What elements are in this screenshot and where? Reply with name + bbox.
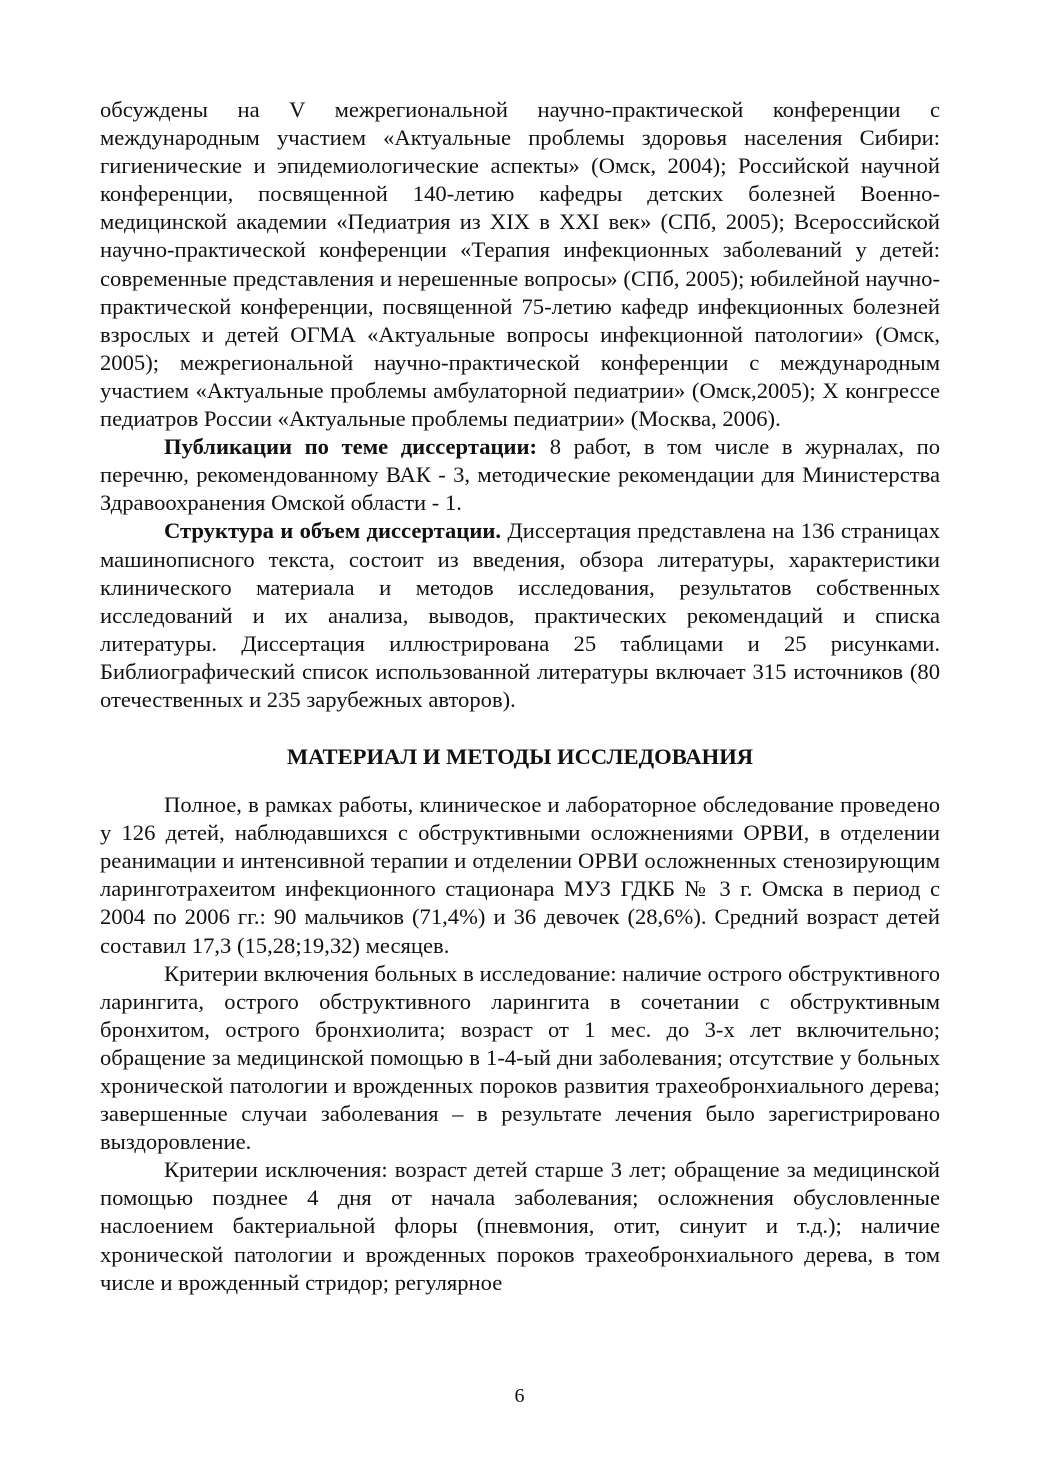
paragraph-structure <box>100 517 940 714</box>
section-heading: МАТЕРИАЛ И МЕТОДЫ ИССЛЕДОВАНИЯ <box>286 744 754 770</box>
paragraph-inclusion-criteria: Критерии включения больных в исследование: наличие острого обструктивного ларингита, острого обструктивного ларингита в сочетании с обструктивным бронхитом, острого бронхиолита; возраст от 1 мес. до 3-х лет включительно; обращение за медицинской помощью в 1-4-ый дни заболевания; отсутствие у больных хронической патологии и врожденных пороков развития трахеобронхиального дерева; завершенные случаи заболевания – в результате лечения было зарегистрировано выздоровление. <box>100 960 940 1155</box>
publications-lead: Публикации по теме диссертации: <box>164 434 538 460</box>
paragraph-conferences: обсуждены на V межрегиональной научно-практической конференции с международным участием «Актуальные проблемы здоровья населения Сибири: гигиенические и эпидемиологические аспекты» (Омск, 2004); Российской научной конференции, посвященной 140-летию кафедры детских болезней Военно-медицинской академии «Педиатрия из XIX в XXI век» (СПб, 2005); Всероссийской научно-практической конференции «Терапия инфекционных заболеваний у детей: современные представления и нерешенные вопросы» (СПб, 2005); юбилейной научно-практической конференции, посвященной 75-летию кафедр инфекционных болезней взрослых и детей ОГМА «Актуальные вопросы инфекционной патологии» (Омск, 2005); межрегиональной научно-практической конференции с международным участием «Актуальные проблемы амбулаторной педиатрии» (Омск,2005); X конгрессе педиатров России «Актуальные проблемы педиатрии» (Москва, 2006). <box>100 97 940 432</box>
paragraph-publications <box>100 433 940 517</box>
paragraph-exclusion-criteria: Критерии исключения: возраст детей старше 3 лет; обращение за медицинской помощью позднее 4 дня от начала заболевания; осложнения обусловленные наслоением бактериальной флоры (пневмония, отит, синуит и т.д.); наличие хронической патологии и врожденных пороков трахеобронхиального дерева, в том числе и врожденный стридор; регулярное <box>100 1157 940 1295</box>
document-page <box>100 96 940 1297</box>
structure-lead: Структура и объем диссертации. <box>164 518 502 544</box>
paragraph-examination: Полное, в рамках работы, клиническое и лабораторное обследование проведено у 126 детей, наблюдавшихся с обструктивными осложнениями ОРВИ, в отделении реанимации и интенсивной терапии и отделении ОРВИ осложненных стенозирующим ларинготрахеитом инфекционного стационара МУЗ ГДКБ № 3 г. Омска в период с 2004 по 2006 гг.: 90 мальчиков (71,4%) и 36 девочек (28,6%). Средний возраст детей составил 17,3 (15,28;19,32) месяцев. <box>100 792 940 958</box>
publications-text: 8 работ, в том числе в журналах, по перечню, рекомендованному ВАК - 3, методические рекомендации для Министерства Здравоохранения Омской области - 1. <box>100 434 940 516</box>
page-number: 6 <box>514 1385 525 1407</box>
structure-text: Диссертация представлена на 136 страницах машинописного текста, состоит из введения, обзора литературы, характеристики клинического материала и методов исследования, результатов собственных исследований и их анализа, выводов, практических рекомендаций и списка литературы. Диссертация иллюстрирована 25 таблицами и 25 рисунками. Библиографический список использованной литературы включает 315 источников (80 отечественных и 235 зарубежных авторов). <box>100 518 940 712</box>
